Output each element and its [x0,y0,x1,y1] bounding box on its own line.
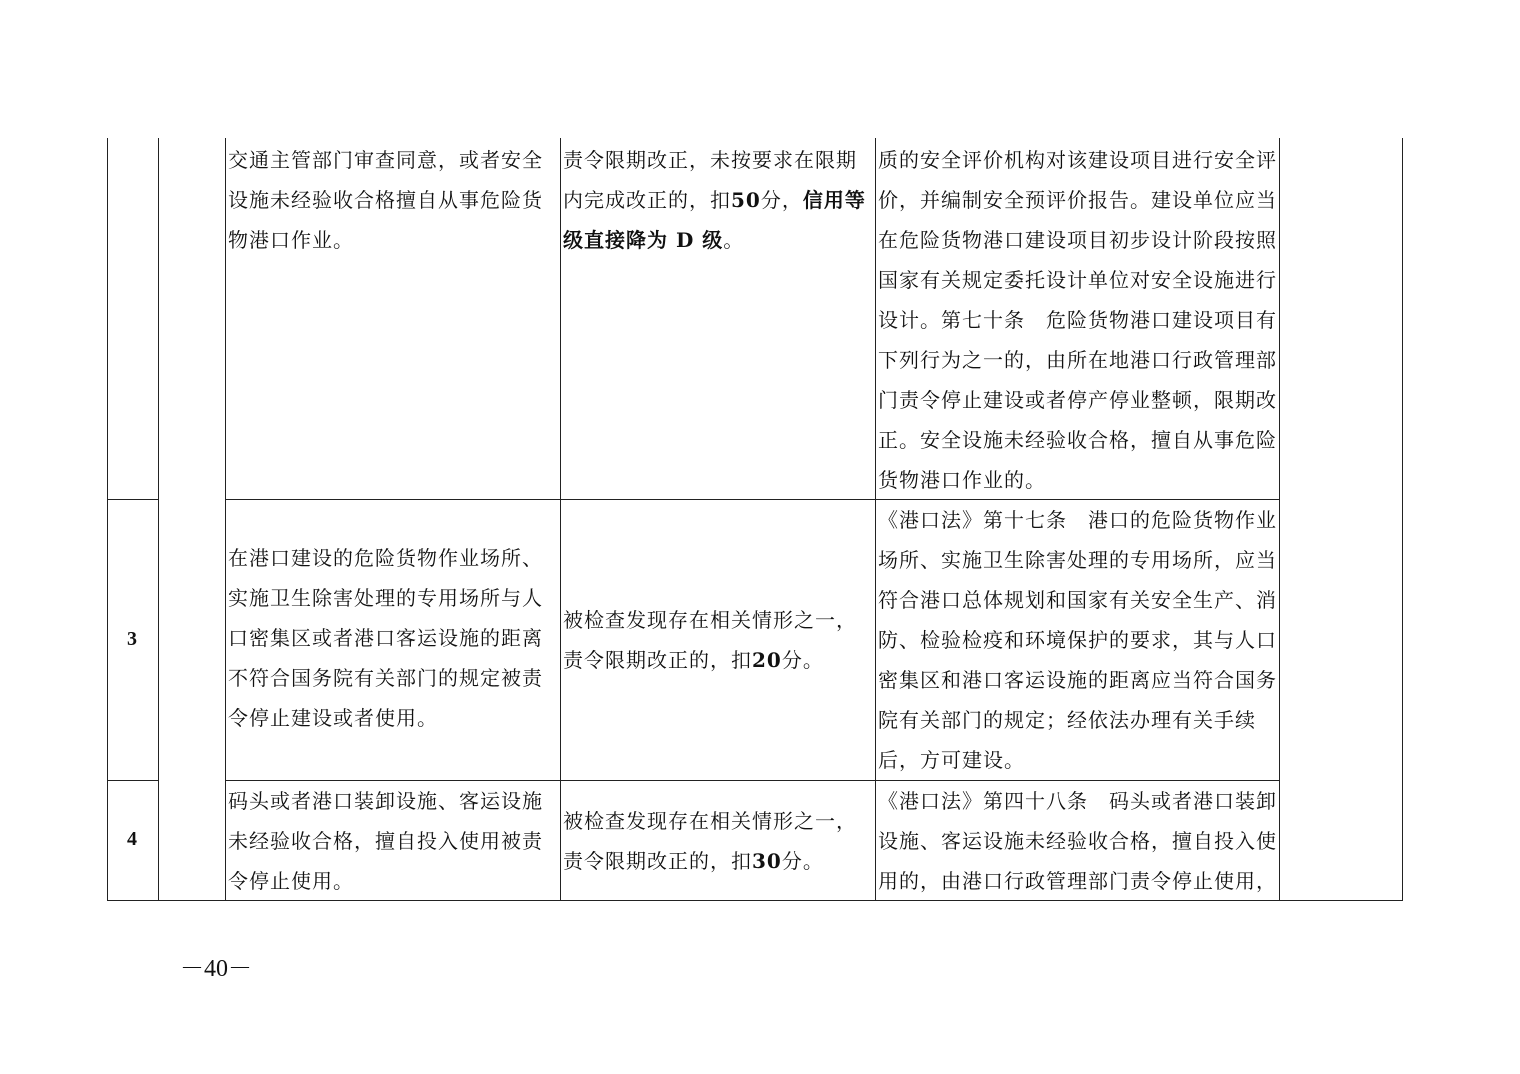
col-divider [158,138,159,901]
legal-basis-cell: 《港口法》第十七条 港口的危险货物作业场所、实施卫生除害处理的专用场所，应当符合港口总体规划和国家有关安全生产、消防、检验检疫和环境保护的要求，其与人口密集区和港口客运设施的距离应当符合国务院有关部门的规定；经依法办理有关手续后，方可建设。 [878,508,1277,772]
col-divider [225,138,226,901]
deduction-text: 分。 [781,648,824,672]
deduction-cell [563,801,873,881]
deduction-score: 20 [752,648,782,672]
deduction-text: 分。 [781,849,824,873]
table-border-left [107,138,108,901]
deduction-cell [563,600,873,680]
row-divider [107,499,158,500]
legal-basis-cell: 《港口法》第四十八条 码头或者港口装卸设施、客运设施未经验收合格，擅自投入使用的，由港口行政管理部门责令停止使用， [878,789,1277,893]
col-divider [1279,138,1280,901]
deduction-text: 被检查发现存在相关情形之一，责令限期改正的，扣 [563,809,857,873]
situation-cell: 在港口建设的危险货物作业场所、实施卫生除害处理的专用场所与人口密集区或者港口客运设施的距离不符合国务院有关部门的规定被责令停止建设或者使用。 [228,546,543,730]
regulation-table [107,138,1403,901]
situation-cell: 交通主管部门审查同意，或者安全设施未经验收合格擅自从事危险货物港口作业。 [228,148,543,252]
row-number: 4 [127,828,137,850]
deduction-text: 分， [760,188,803,212]
credit-downgrade-text: 信用等级直接降为 D 级 [563,188,866,252]
legal-basis-cell: 质的安全评价机构对该建设项目进行安全评价，并编制安全预评价报告。建设单位应当在危险货物港口建设项目初步设计阶段按照国家有关规定委托设计单位对安全设施进行设计。第七十条 危险货物港口建设项目有下列行为之一的，由所在地港口行政管理部门责令停止建设或者停产停业整顿，限期改正。安全设施未经验收合格，擅自从事危险货物港口作业的。 [878,148,1277,492]
deduction-text: 。 [723,228,745,252]
row-number: 3 [127,628,137,650]
table-border-right [1402,138,1403,901]
deduction-score: 30 [752,849,782,873]
deduction-text: 被检查发现存在相关情形之一，责令限期改正的，扣 [563,608,857,672]
deduction-cell [563,140,873,260]
col-divider [560,138,561,901]
situation-cell: 码头或者港口装卸设施、客运设施未经验收合格，擅自投入使用被责令停止使用。 [228,789,543,893]
page-number: －40－ [180,956,252,982]
col-divider [875,138,876,901]
deduction-text: 责令限期改正，未按要求在限期内完成改正的，扣 [563,148,857,212]
deduction-score: 50 [731,188,761,212]
row-divider [107,780,158,781]
